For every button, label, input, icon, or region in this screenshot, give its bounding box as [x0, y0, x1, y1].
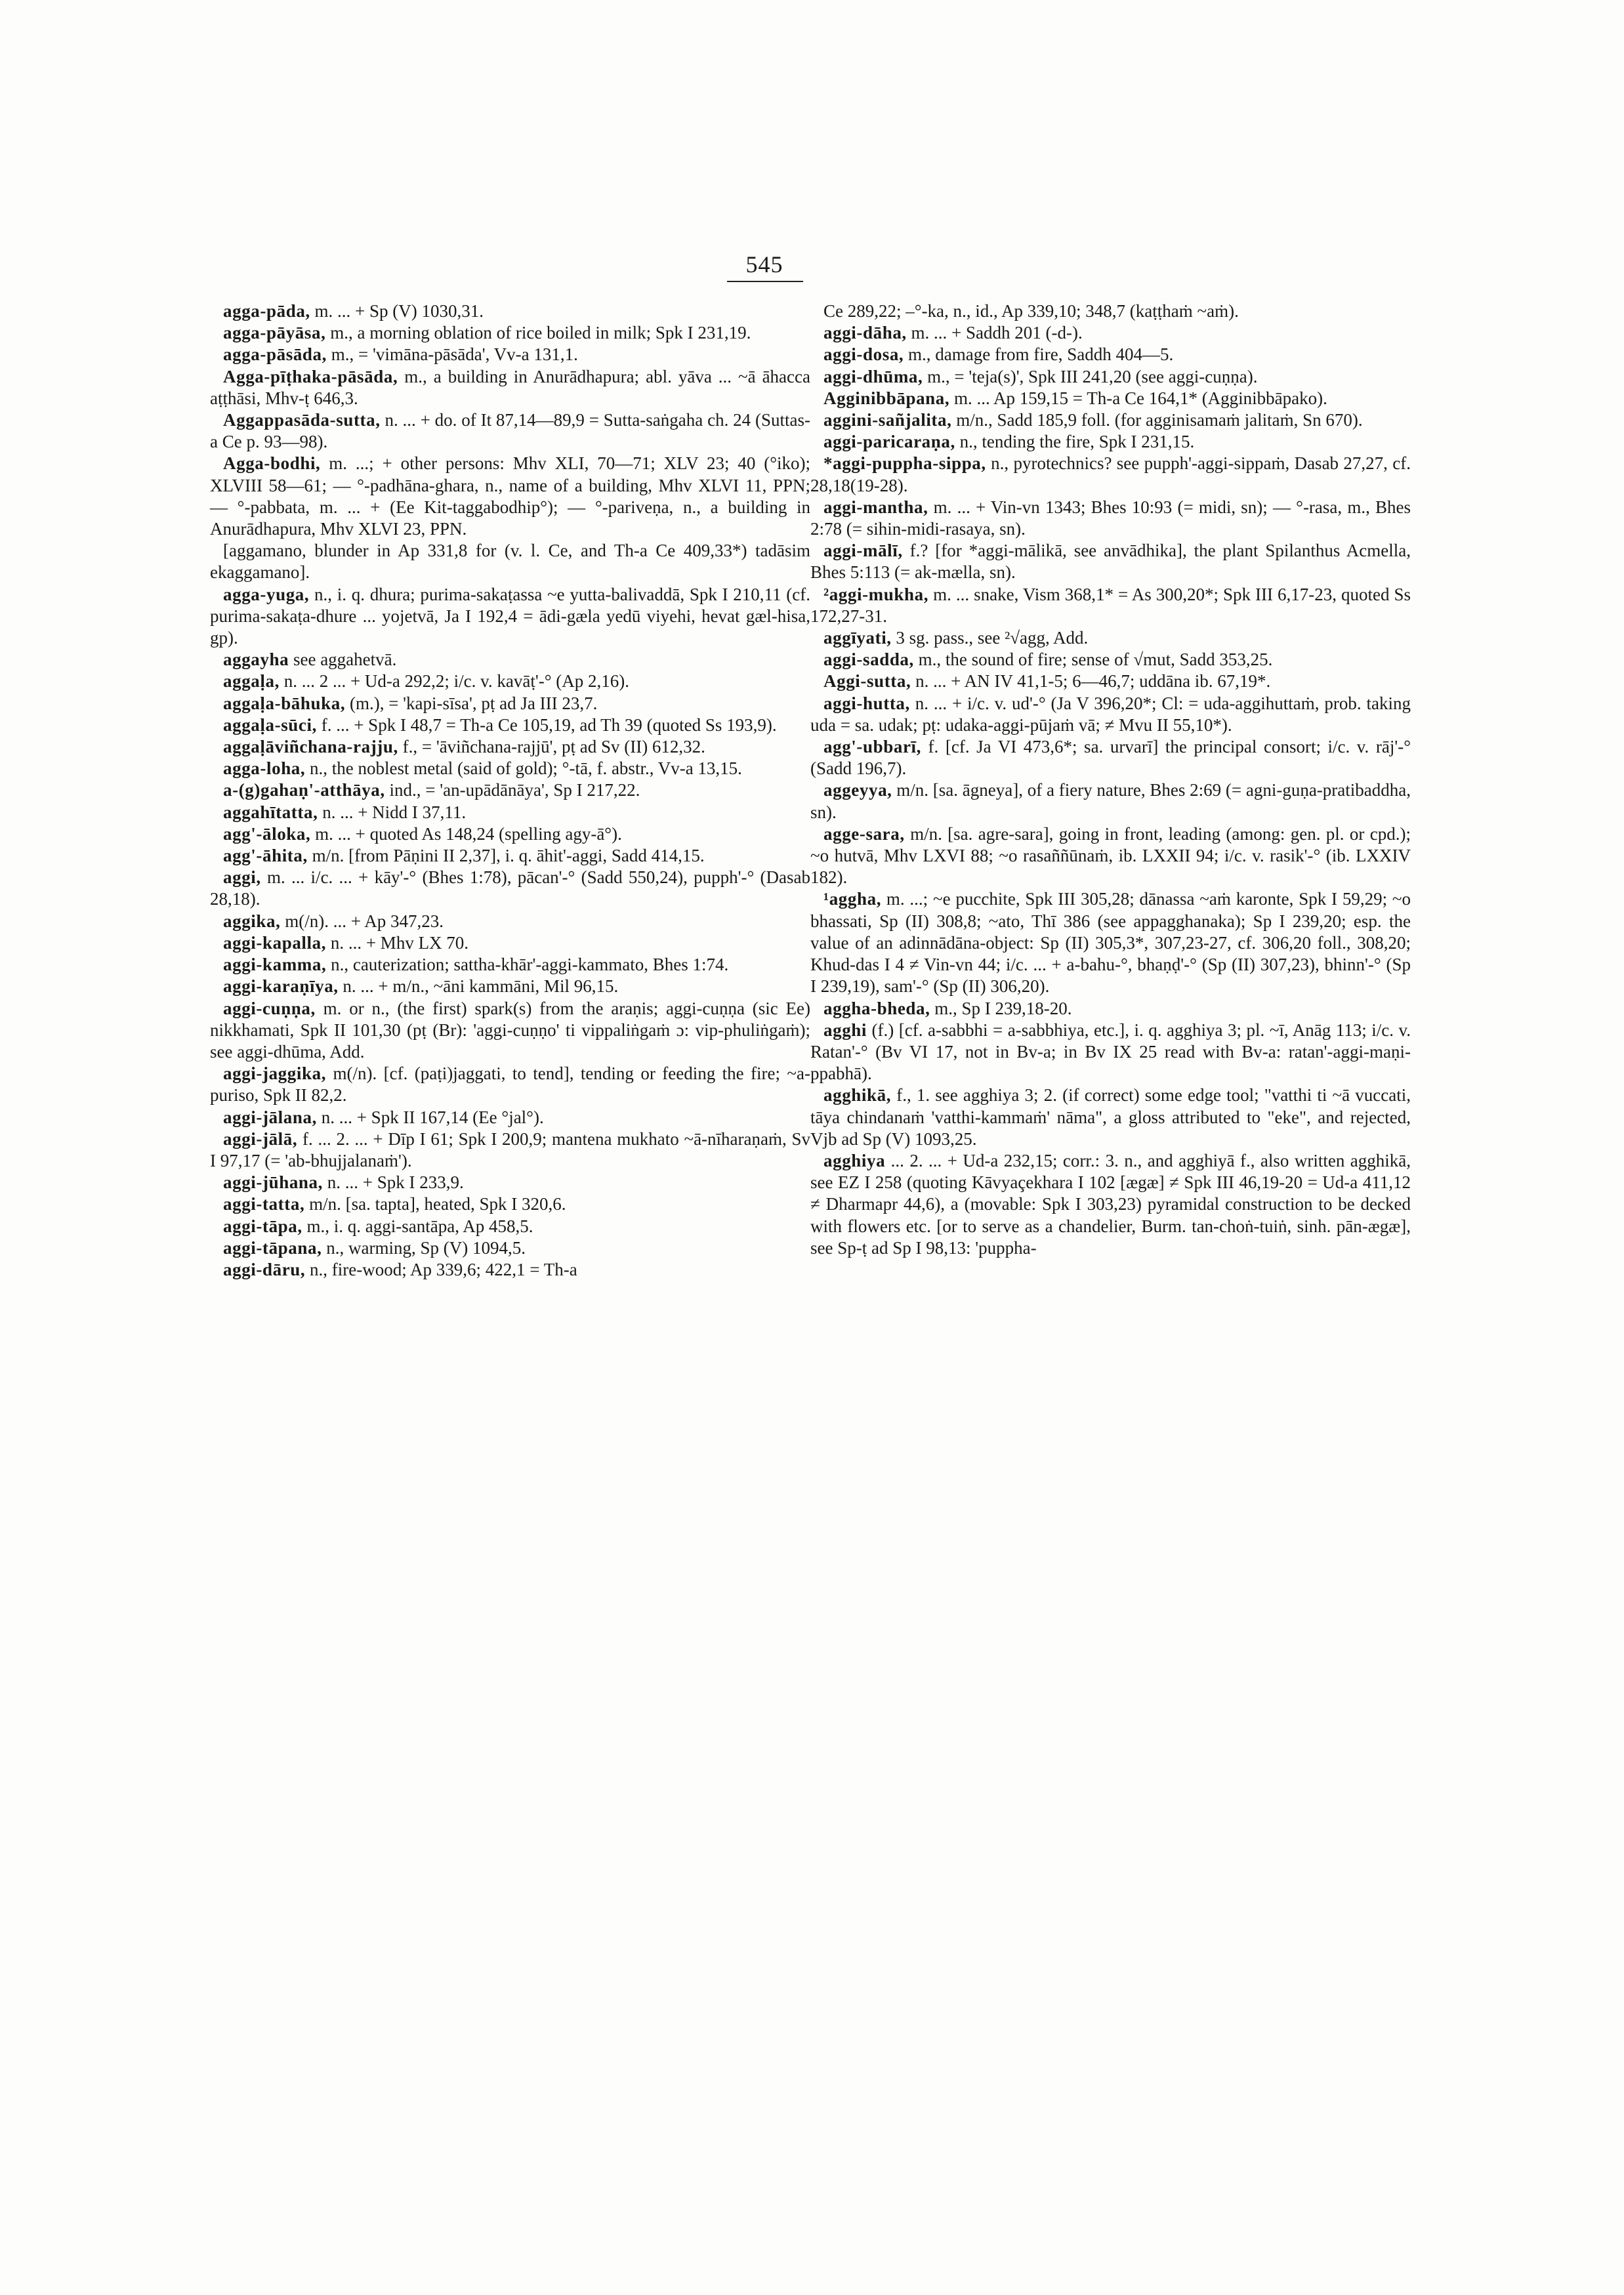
dictionary-entry [210, 1216, 810, 1237]
dictionary-entry [210, 344, 810, 365]
entry-headword: aggi-paricaraṇa, [823, 432, 955, 452]
entry-body: m., damage from fire, Saddh 404—5. [904, 344, 1174, 365]
entry-headword: aggi-jaggika, [223, 1064, 327, 1084]
entry-body: n. ... + Mhv LX 70. [326, 932, 469, 953]
entry-body: m/n. [sa. agre-sara], going in front, leading (among: gen. pl. or cpd.); ~o hutvā, Mhv LXVI 88; ~o rasaññūnaṁ, ib. LXXII 94; i/c. v. rasik'-° (ib. LXXIV 182). [810, 823, 1411, 888]
entry-body: m., i. q. aggi-santāpa, Ap 458,5. [302, 1216, 533, 1236]
entry-headword: ¹aggha, [823, 889, 882, 909]
dictionary-entry [210, 714, 810, 736]
dictionary-entry [810, 584, 1411, 627]
dictionary-entry [810, 540, 1411, 583]
entry-headword: aggi-hutta, [823, 693, 910, 713]
dictionary-entry [210, 1128, 810, 1172]
dictionary-entry [210, 802, 810, 823]
entry-body: m/n. [sa. tapta], heated, Spk I 320,6. [304, 1194, 566, 1214]
entry-headword: aggi-tāpa, [223, 1216, 302, 1236]
dictionary-entry [210, 1107, 810, 1128]
dictionary-entry [210, 1063, 810, 1106]
dictionary-entry [210, 540, 810, 583]
entry-headword: agg'-āhita, [223, 846, 308, 866]
entry-body: f., 1. see agghiya 3; 2. (if correct) some edge tool; "vatthi ti ~ā vuccati, tāya chindanaṁ 'vatthi-kammaṁ' nāma", a gloss attributed to "eke", and rejected, Vjb ad Sp (V) 1093,25. [810, 1085, 1411, 1149]
entry-headword: aggeyya, [823, 780, 892, 800]
entry-headword: a-(g)gahaṇ'-atthāya, [223, 780, 385, 800]
dictionary-entry [210, 453, 810, 540]
entry-headword: aggaḷāviñchana-rajju, [223, 737, 398, 757]
dictionary-entry [210, 366, 810, 409]
entry-body: m. ... i/c. ... + kāy'-° (Bhes 1:78), pācan'-° (Sadd 550,24), pupph'-° (Dasab 28,18). [210, 867, 810, 909]
entry-headword: Agginibbāpana, [823, 388, 950, 408]
entry-headword: aggika, [223, 911, 281, 931]
dictionary-entry [810, 627, 1411, 649]
entry-body: f., = 'āviñchana-rajjū', pṭ ad Sv (II) 612,32. [398, 737, 705, 757]
entry-headword: aggi-dāru, [223, 1259, 306, 1279]
dictionary-entry [810, 1085, 1411, 1150]
dictionary-entry [210, 845, 810, 867]
entry-body: m. or n., (the first) spark(s) from the araṇis; aggi-cuṇṇa (sic Ee) nikkhamati, Spk II 101,30 (pṭ (Br): 'aggi-cuṇṇo' ti vippaliṅgaṁ ɔ: vip-phuliṅgaṁ); see aggi-dhūma, Add. [210, 998, 810, 1062]
entry-headword: aggi-mālī, [823, 541, 903, 561]
entry-headword: aggini-sañjalita, [823, 410, 952, 430]
entry-headword: aggaḷa, [223, 671, 280, 692]
entry-body: ind., = 'an-upādānāya', Sp I 217,22. [385, 780, 640, 800]
entry-body: n., i. q. dhura; purima-sakaṭassa ~e yutta-balivaddā, Spk I 210,11 (cf. purima-sakaṭa-dhure ... yojetvā, Ja I 192,4 = ādi-gæla yedū viyehi, hevat gæl-hisa, gp). [210, 584, 810, 648]
entry-headword: aggi-dhūma, [823, 366, 923, 386]
dictionary-entry [210, 1237, 810, 1259]
entry-body: n. ... + Spk I 233,9. [322, 1172, 464, 1193]
dictionary-entry [810, 671, 1411, 692]
left-column [210, 300, 810, 1281]
dictionary-entry [210, 1259, 810, 1281]
dictionary-entry [810, 823, 1411, 889]
entry-body: n. ... + AN IV 41,1-5; 6—46,7; uddāna ib. 67,19*. [911, 671, 1271, 692]
entry-body: (f.) [cf. a-sabbhi = a-sabbhiya, etc.], i. q. agghiya 3; pl. ~ī, Anāg 113; i/c. v. Ratan'-° (Bv VI 17, not in Bv-a; in Bv IX 25 read with Bv-a: ratan'-aggi-maṇi-ppabhā). [810, 1020, 1411, 1084]
entry-body: m. ... + Sp (V) 1030,31. [310, 301, 484, 321]
entry-headword: aggaḷa-sūci, [223, 714, 317, 735]
entry-headword: agga-pāda, [223, 301, 310, 321]
dictionary-entry [810, 366, 1411, 388]
dictionary-entry [210, 1172, 810, 1193]
dictionary-entry [810, 497, 1411, 540]
entry-body: m., the sound of fire; sense of √mut, Sadd 353,25. [913, 650, 1273, 670]
right-column [810, 300, 1411, 1259]
dictionary-entry [810, 1020, 1411, 1085]
dictionary-entry [810, 388, 1411, 409]
entry-body: m., = 'teja(s)', Spk III 241,20 (see aggi-cuṇṇa). [923, 366, 1258, 386]
dictionary-entry [810, 300, 1411, 322]
entry-body: m., a morning oblation of rice boiled in milk; Spk I 231,19. [325, 323, 751, 343]
dictionary-entry [210, 649, 810, 671]
dictionary-entry [210, 932, 810, 954]
dictionary-entry [810, 649, 1411, 671]
entry-headword: agg'-āloka, [223, 823, 311, 844]
entry-body: f. [cf. Ja VI 473,6*; sa. urvarī] the principal consort; i/c. v. rāj'-° (Sadd 196,7). [810, 737, 1411, 779]
dictionary-entry [810, 431, 1411, 453]
entry-body: n. ... + Nidd I 37,11. [318, 802, 467, 822]
entry-body: f.? [for *aggi-mālikā, see anvādhika], the plant Spilanthus Acmella, Bhes 5:113 (= ak-mælla, sn). [810, 541, 1411, 583]
dictionary-entry [210, 823, 810, 845]
entry-body: n. ... 2 ... + Ud-a 292,2; i/c. v. kavāṭ'-° (Ap 2,16). [279, 671, 629, 692]
entry-headword: aggi-jūhana, [223, 1172, 323, 1193]
entry-body: [aggamano, blunder in Ap 331,8 for (v. l. Ce, and Th-a Ce 409,33*) tadāsim ekaggamano]. [210, 541, 810, 583]
entry-body: m. ... Ap 159,15 = Th-a Ce 164,1* (Agginibbāpako). [949, 388, 1327, 408]
entry-headword: agg'-ubbarī, [823, 737, 921, 757]
dictionary-entry [810, 693, 1411, 736]
entry-headword: aggaḷa-bāhuka, [223, 693, 346, 713]
entry-headword: aggi-dāha, [823, 323, 907, 343]
entry-body: n., cauterization; sattha-khār'-aggi-kammato, Bhes 1:74. [326, 955, 729, 975]
entry-headword: aggīyati, [823, 628, 892, 648]
entry-body: m. ... + quoted As 148,24 (spelling agy-ā°). [310, 823, 622, 844]
entry-headword: agghikā, [823, 1085, 892, 1106]
entry-body: m/n. [sa. āgneya], of a fiery nature, Bhes 2:69 (= agni-guṇa-pratibaddha, sn). [810, 780, 1411, 822]
entry-headword: *aggi-puppha-sippa, [823, 453, 986, 474]
entry-headword: Aggappasāda-sutta, [223, 410, 381, 430]
entry-body: n., fire-wood; Ap 339,6; 422,1 = Th-a [305, 1259, 577, 1279]
entry-headword: aggi-jālā, [223, 1128, 298, 1149]
dictionary-entry [810, 888, 1411, 997]
entry-headword: Agga-bodhi, [223, 453, 321, 474]
entry-body: n., the noblest metal (said of gold); °-tā, f. abstr., Vv-a 13,15. [305, 758, 742, 779]
entry-body: Ce 289,22; –°-ka, n., id., Ap 339,10; 348,7 (kaṭṭhaṁ ~aṁ). [823, 301, 1239, 321]
dictionary-entry [210, 693, 810, 714]
dictionary-entry [210, 671, 810, 692]
dictionary-entry [810, 779, 1411, 823]
dictionary-entry [210, 954, 810, 976]
entry-headword: Agga-pīṭhaka-pāsāda, [223, 366, 398, 386]
entry-body: n. ... + Spk II 167,14 (Ee °jal°). [316, 1107, 544, 1127]
entry-headword: aggi-jālana, [223, 1107, 317, 1127]
dictionary-entry [210, 300, 810, 322]
entry-headword: agghiya [823, 1150, 886, 1170]
entry-headword: aggi-mantha, [823, 497, 928, 517]
dictionary-entry [210, 758, 810, 779]
entry-body: n., tending the fire, Spk I 231,15. [955, 432, 1195, 452]
dictionary-entry [810, 453, 1411, 496]
dictionary-entry [210, 911, 810, 932]
entry-headword: agga-yuga, [223, 584, 310, 604]
entry-body: n. ... + do. of It 87,14—89,9 = Sutta-saṅgaha ch. 24 (Suttas-a Ce p. 93—98). [210, 410, 810, 452]
dictionary-entry [210, 998, 810, 1064]
entry-body: f. ... + Spk I 48,7 = Th-a Ce 105,19, ad Th 39 (quoted Ss 193,9). [316, 714, 777, 735]
entry-headword: aggi-sadda, [823, 650, 914, 670]
entry-headword: aggahītatta, [223, 802, 318, 822]
entry-headword: aggi, [223, 867, 261, 888]
dictionary-entry [810, 1150, 1411, 1259]
entry-body: n., warming, Sp (V) 1094,5. [322, 1237, 526, 1258]
dictionary-entry [210, 1193, 810, 1215]
entry-body: m. ...; + other persons: Mhv XLI, 70—71; XLV 23; 40 (°iko); XLVIII 58—61; — °-padhāna-ghara, n., name of a building, Mhv XLVI 11, PPN; — °-pabbata, m. ... + (Ee Kit-taggabodhip°); — °-pariveṇa, n., a building in Anurādhapura, Mhv XLVI 23, PPN. [210, 453, 810, 539]
entry-headword: aggi-karaṇīya, [223, 976, 339, 997]
dictionary-entry [210, 584, 810, 650]
entry-body: m(/n). ... + Ap 347,23. [280, 911, 444, 931]
dictionary-entry [210, 976, 810, 997]
entry-headword: aggi-kamma, [223, 955, 327, 975]
entry-body: 3 sg. pass., see ²√agg, Add. [891, 628, 1089, 648]
entry-headword: aggayha [223, 650, 289, 670]
entry-body: ... 2. ... + Ud-a 232,15; corr.: 3. n., and agghiyā f., also written agghikā, see EZ I 258 (quoting Kāvyaçekhara I 102 [ægæ] ≠ Spk III 46,19-20 = Ud-a 411,12 ≠ Dharmapr 44,6), a (movable: Spk I 303,23) pyramidal construction to be decked with flowers etc. [or to serve as a chandelier, Burm. tan-choṅ-tuiṅ, sinh. pān-ægæ], see Sp-ṭ ad Sp I 98,13: 'puppha- [810, 1150, 1411, 1258]
entry-headword: agga-loha, [223, 758, 306, 779]
entry-body: f. ... 2. ... + Dīp I 61; Spk I 200,9; mantena mukhato ~ā-nīharaṇaṁ, Sv I 97,17 (= 'ab-bhujjalanaṁ'). [210, 1128, 810, 1170]
entry-headword: aggi-dosa, [823, 344, 904, 365]
entry-headword: aggi-tāpana, [223, 1237, 322, 1258]
entry-headword: aggi-tatta, [223, 1194, 305, 1214]
entry-body: m. ... snake, Vism 368,1* = As 300,20*; Spk III 6,17-23, quoted Ss 172,27-31. [810, 584, 1411, 626]
entry-body: see aggahetvā. [289, 650, 397, 670]
dictionary-entry [210, 409, 810, 453]
entry-headword: agga-pāyāsa, [223, 323, 326, 343]
dictionary-entry [210, 322, 810, 344]
entry-body: m. ... + Vin-vn 1343; Bhes 10:93 (= midi, sn); — °-rasa, m., Bhes 2:78 (= sihin-midi-rasaya, sn). [810, 497, 1411, 539]
dictionary-entry [810, 736, 1411, 779]
dictionary-entry [810, 322, 1411, 344]
entry-headword: aggi-cuṇṇa, [223, 998, 316, 1018]
entry-body: m/n., Sadd 185,9 foll. (for agginisamaṁ jalitaṁ, Sn 670). [951, 410, 1363, 430]
entry-body: m/n. [from Pāṇini II 2,37], i. q. āhit'-aggi, Sadd 414,15. [307, 846, 705, 866]
entry-body: n., pyrotechnics? see pupph'-aggi-sippaṁ, Dasab 27,27, cf. 28,18(19-28). [810, 453, 1411, 495]
entry-body: m. ... + Saddh 201 (-d-). [906, 323, 1083, 343]
entry-body: n. ... + m/n., ~āni kammāni, Mil 96,15. [338, 976, 619, 997]
entry-headword: aggha-bheda, [823, 998, 930, 1018]
dictionary-entry [210, 779, 810, 801]
dictionary-entry [210, 736, 810, 758]
entry-body: (m.), = 'kapi-sīsa', pṭ ad Ja III 23,7. [345, 693, 598, 713]
page-number: 545 [745, 251, 783, 278]
entry-headword: agghi [823, 1020, 867, 1040]
entry-headword: agga-pāsāda, [223, 344, 327, 365]
entry-headword: aggi-kapalla, [223, 932, 327, 953]
dictionary-entry [810, 409, 1411, 431]
dictionary-entry [810, 344, 1411, 365]
entry-headword: agge-sara, [823, 823, 905, 844]
entry-body: m., Sp I 239,18-20. [930, 998, 1072, 1018]
page-number-rule [727, 281, 803, 282]
dictionary-entry [810, 998, 1411, 1020]
entry-body: m., = 'vimāna-pāsāda', Vv-a 131,1. [326, 344, 578, 365]
entry-body: m(/n). [cf. (paṭi)jaggati, to tend], tending or feeding the fire; ~a-puriso, Spk II 82,2. [210, 1064, 810, 1106]
entry-body: m., a building in Anurādhapura; abl. yāva ... ~ā āhacca aṭṭhāsi, Mhv-ṭ 646,3. [210, 366, 810, 408]
entry-headword: ²aggi-mukha, [823, 584, 929, 604]
dictionary-entry [210, 867, 810, 910]
entry-body: m. ...; ~e pucchite, Spk III 305,28; dānassa ~aṁ karonte, Spk I 59,29; ~o bhassati, Sp (II) 308,8; ~ato, Thī 386 (see appagghanaka); Sp I 239,20; esp. the value of an adinnādāna-object: Sp (II) 305,3*, 307,23-27, cf. 306,20 foll., 308,20; Khud-das I 4 ≠ Vin-vn 44; i/c. ... + a-bahu-°, bhaṇḍ'-° (Sp (II) 307,23), bhinn'-° (Sp I 239,19), sam'-° (Sp (II) 306,20). [810, 889, 1411, 997]
entry-body: n. ... + i/c. v. ud'-° (Ja V 396,20*; Cl: = uda-aggihuttaṁ, prob. taking uda = sa. udak; pṭ: udaka-aggi-pūjaṁ vā; ≠ Mvu II 55,10*). [810, 693, 1411, 735]
entry-headword: Aggi-sutta, [823, 671, 911, 692]
